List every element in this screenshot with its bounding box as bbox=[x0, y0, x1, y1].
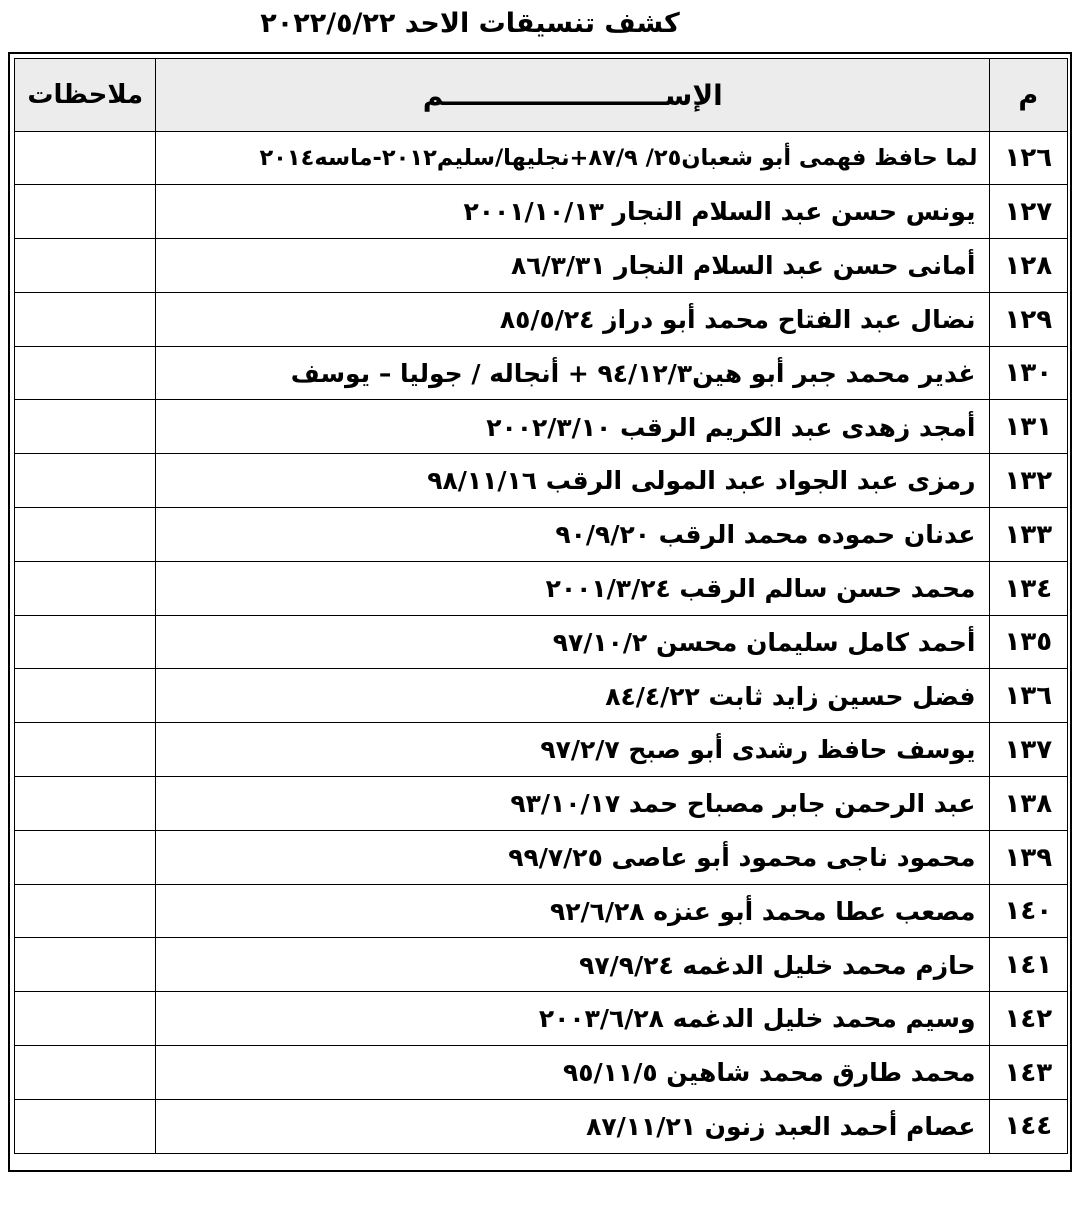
header-number: م bbox=[989, 58, 1068, 132]
row-name-cell: رمزى عبد الجواد عبد المولى الرقب ٩٨/١١/١٦ bbox=[155, 453, 991, 508]
row-number-cell: ١٤٣ bbox=[989, 1045, 1068, 1100]
row-name-cell: غدير محمد جبر أبو هين٩٤/١٢/٣ + أنجاله / جوليا – يوسف bbox=[155, 346, 991, 401]
row-notes-cell bbox=[14, 776, 157, 831]
row-notes-cell bbox=[14, 292, 157, 347]
row-notes-cell bbox=[14, 453, 157, 508]
row-number-cell: ١٢٨ bbox=[989, 238, 1068, 293]
header-notes: ملاحظات bbox=[14, 58, 157, 132]
row-number-cell: ١٤٠ bbox=[989, 884, 1068, 939]
row-number-cell: ١٣٨ bbox=[989, 776, 1068, 831]
row-number-cell: ١٣٩ bbox=[989, 830, 1068, 885]
row-notes-cell bbox=[14, 884, 157, 939]
row-name-cell: مصعب عطا محمد أبو عنزه ٩٢/٦/٢٨ bbox=[155, 884, 991, 939]
row-number-cell: ١٢٦ bbox=[989, 131, 1068, 186]
row-notes-cell bbox=[14, 561, 157, 616]
row-name-cell: لما حافظ فهمى أبو شعبان٢٥/ ٨٧/٩+نجليها/سليم٢٠١٢-ماسه٢٠١٤ bbox=[155, 131, 991, 186]
row-notes-cell bbox=[14, 131, 157, 186]
row-name-cell: أمانى حسن عبد السلام النجار ٨٦/٣/٣١ bbox=[155, 238, 991, 293]
row-notes-cell bbox=[14, 1099, 157, 1154]
row-number-cell: ١٣٤ bbox=[989, 561, 1068, 616]
row-number-cell: ١٣٦ bbox=[989, 668, 1068, 723]
row-notes-cell bbox=[14, 668, 157, 723]
row-name-cell: محمد حسن سالم الرقب ٢٠٠١/٣/٢٤ bbox=[155, 561, 991, 616]
row-number-cell: ١٣١ bbox=[989, 399, 1068, 454]
row-notes-cell bbox=[14, 346, 157, 401]
row-number-cell: ١٤٤ bbox=[989, 1099, 1068, 1154]
row-name-cell: عصام أحمد العبد زنون ٨٧/١١/٢١ bbox=[155, 1099, 991, 1154]
row-name-cell: حازم محمد خليل الدغمه ٩٧/٩/٢٤ bbox=[155, 937, 991, 992]
row-notes-cell bbox=[14, 399, 157, 454]
row-notes-cell bbox=[14, 830, 157, 885]
row-number-cell: ١٤١ bbox=[989, 937, 1068, 992]
row-number-cell: ١٣٧ bbox=[989, 722, 1068, 777]
row-notes-cell bbox=[14, 238, 157, 293]
roster-table-frame bbox=[8, 52, 1072, 1172]
row-notes-cell bbox=[14, 507, 157, 562]
row-name-cell: نضال عبد الفتاح محمد أبو دراز ٨٥/٥/٢٤ bbox=[155, 292, 991, 347]
row-name-cell: أحمد كامل سليمان محسن ٩٧/١٠/٢ bbox=[155, 615, 991, 670]
row-number-cell: ١٢٩ bbox=[989, 292, 1068, 347]
row-name-cell: يونس حسن عبد السلام النجار ٢٠٠١/١٠/١٣ bbox=[155, 184, 991, 239]
row-notes-cell bbox=[14, 1045, 157, 1100]
row-name-cell: يوسف حافظ رشدى أبو صبح ٩٧/٢/٧ bbox=[155, 722, 991, 777]
row-name-cell: عدنان حموده محمد الرقب ٩٠/٩/٢٠ bbox=[155, 507, 991, 562]
row-name-cell: محمود ناجى محمود أبو عاصى ٩٩/٧/٢٥ bbox=[155, 830, 991, 885]
row-notes-cell bbox=[14, 937, 157, 992]
row-notes-cell bbox=[14, 722, 157, 777]
row-number-cell: ١٣٣ bbox=[989, 507, 1068, 562]
row-number-cell: ١٣٥ bbox=[989, 615, 1068, 670]
row-notes-cell bbox=[14, 991, 157, 1046]
row-number-cell: ١٣٢ bbox=[989, 453, 1068, 508]
row-name-cell: أمجد زهدى عبد الكريم الرقب ٢٠٠٢/٣/١٠ bbox=[155, 399, 991, 454]
header-name: الإســـــــــــــــــــــــم bbox=[155, 58, 991, 132]
row-name-cell: فضل حسين زايد ثابت ٨٤/٤/٢٢ bbox=[155, 668, 991, 723]
row-name-cell: وسيم محمد خليل الدغمه ٢٠٠٣/٦/٢٨ bbox=[155, 991, 991, 1046]
row-name-cell: عبد الرحمن جابر مصباح حمد ٩٣/١٠/١٧ bbox=[155, 776, 991, 831]
roster-table bbox=[14, 58, 1066, 1153]
page-title: كشف تنسيقات الاحد ٢٠٢٢/٥/٢٢ bbox=[260, 8, 680, 39]
row-number-cell: ١٣٠ bbox=[989, 346, 1068, 401]
row-number-cell: ١٢٧ bbox=[989, 184, 1068, 239]
row-notes-cell bbox=[14, 184, 157, 239]
row-name-cell: محمد طارق محمد شاهين ٩٥/١١/٥ bbox=[155, 1045, 991, 1100]
row-number-cell: ١٤٢ bbox=[989, 991, 1068, 1046]
row-notes-cell bbox=[14, 615, 157, 670]
